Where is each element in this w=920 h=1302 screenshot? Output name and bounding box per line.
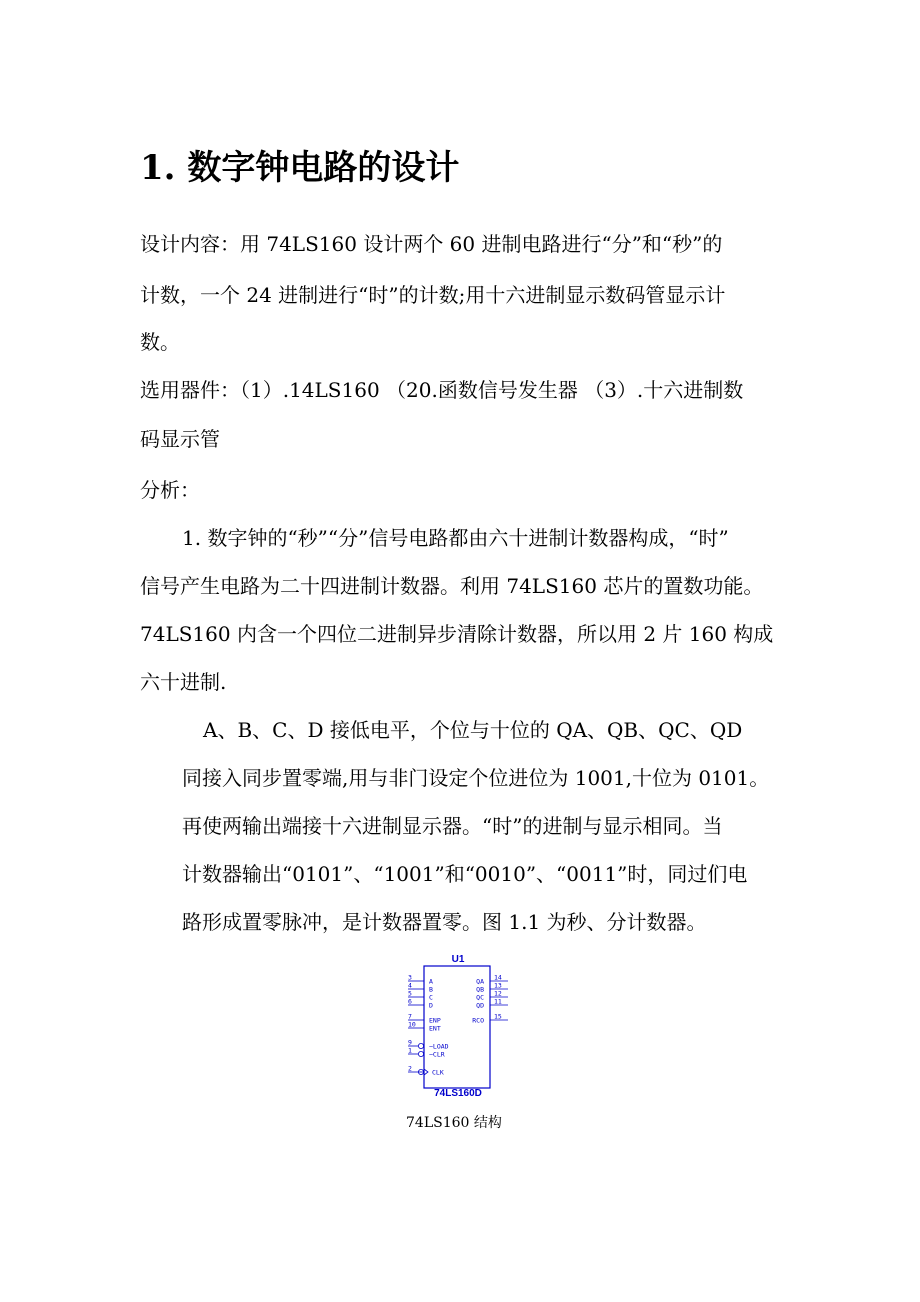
paragraph-line: 计数，一个 24 进制进行“时”的计数;用十六进制显示数码管显示计 [140, 283, 726, 307]
inversion-bubble [418, 1051, 423, 1056]
pin-label: QA [476, 977, 484, 986]
pin-label: D [429, 1001, 433, 1010]
pin-label: ENT [429, 1024, 441, 1033]
pin-number: 6 [408, 997, 412, 1006]
pin-label: QB [476, 985, 484, 994]
paragraph-line: 数。 [140, 330, 180, 354]
pin-number: 11 [494, 997, 502, 1006]
pin-number: 12 [494, 989, 502, 998]
inversion-bubble [418, 1043, 423, 1048]
chip-ref-label: U1 [451, 954, 465, 965]
paragraph-line: 计数器输出“0101”、“1001”和“0010”、“0011”时，同过们电 [182, 862, 748, 886]
paragraph-line: 1. 数字钟的“秒”“分”信号电路都由六十进制计数器构成，“时” [182, 526, 729, 550]
pin-label: C [429, 993, 433, 1002]
chip-schematic [404, 950, 516, 1096]
pin-label: QC [476, 993, 484, 1002]
pin-number: 7 [408, 1012, 412, 1021]
pin-label: B [429, 985, 433, 994]
paragraph-line: 分析： [140, 478, 200, 502]
paragraph-line: 路形成置零脉冲，是计数器置零。图 1.1 为秒、分计数器。 [182, 910, 707, 934]
paragraph-line: 同接入同步置零端,用与非门设定个位进位为 1001,十位为 0101。 [182, 766, 770, 790]
pin-number: 5 [408, 989, 412, 998]
pin-number: 9 [408, 1038, 412, 1047]
pin-number: 3 [408, 973, 412, 982]
pin-number: 13 [494, 981, 502, 990]
pin-number: 10 [408, 1020, 416, 1029]
pin-label: ~LOAD [429, 1042, 449, 1051]
paragraph-line: 设计内容：用 74LS160 设计两个 60 进制电路进行“分”和“秒”的 [140, 232, 723, 256]
pin-number: 2 [408, 1064, 412, 1073]
pin-number: 15 [494, 1012, 502, 1021]
paragraph-line: 选用器件：（1）.14LS160 （20.函数信号发生器 （3）.十六进制数 [140, 378, 744, 402]
pin-number: 14 [494, 973, 502, 982]
paragraph-line: 信号产生电路为二十四进制计数器。利用 74LS160 芯片的置数功能。 [140, 574, 764, 598]
left-pins [408, 974, 449, 1077]
clock-marker [424, 1069, 428, 1075]
paragraph-line: 码显示管 [140, 427, 220, 451]
pin-number: 4 [408, 981, 412, 990]
paragraph-line: 74LS160 内含一个四位二进制异步清除计数器，所以用 2 片 160 构成 [140, 622, 774, 646]
paragraph-line: A、B、C、D 接低电平，个位与十位的 QA、QB、QC、QD [203, 718, 743, 742]
pin-number: 1 [408, 1046, 412, 1055]
chip-part-label: 74LS160D [434, 1088, 482, 1096]
pin-label: CLK [432, 1068, 444, 1077]
pin-label: RCO [472, 1016, 484, 1025]
pin-label: A [429, 977, 433, 986]
pin-label: ENP [429, 1016, 441, 1025]
section-heading: 1. 数字钟电路的设计 [140, 148, 460, 188]
paragraph-line: 六十进制. [140, 670, 227, 694]
paragraph-line: 再使两输出端接十六进制显示器。“时”的进制与显示相同。当 [182, 814, 723, 838]
pin-label: ~CLR [429, 1050, 445, 1059]
pin-label: QD [476, 1001, 484, 1010]
figure-caption: 74LS160 结构 [406, 1115, 502, 1131]
